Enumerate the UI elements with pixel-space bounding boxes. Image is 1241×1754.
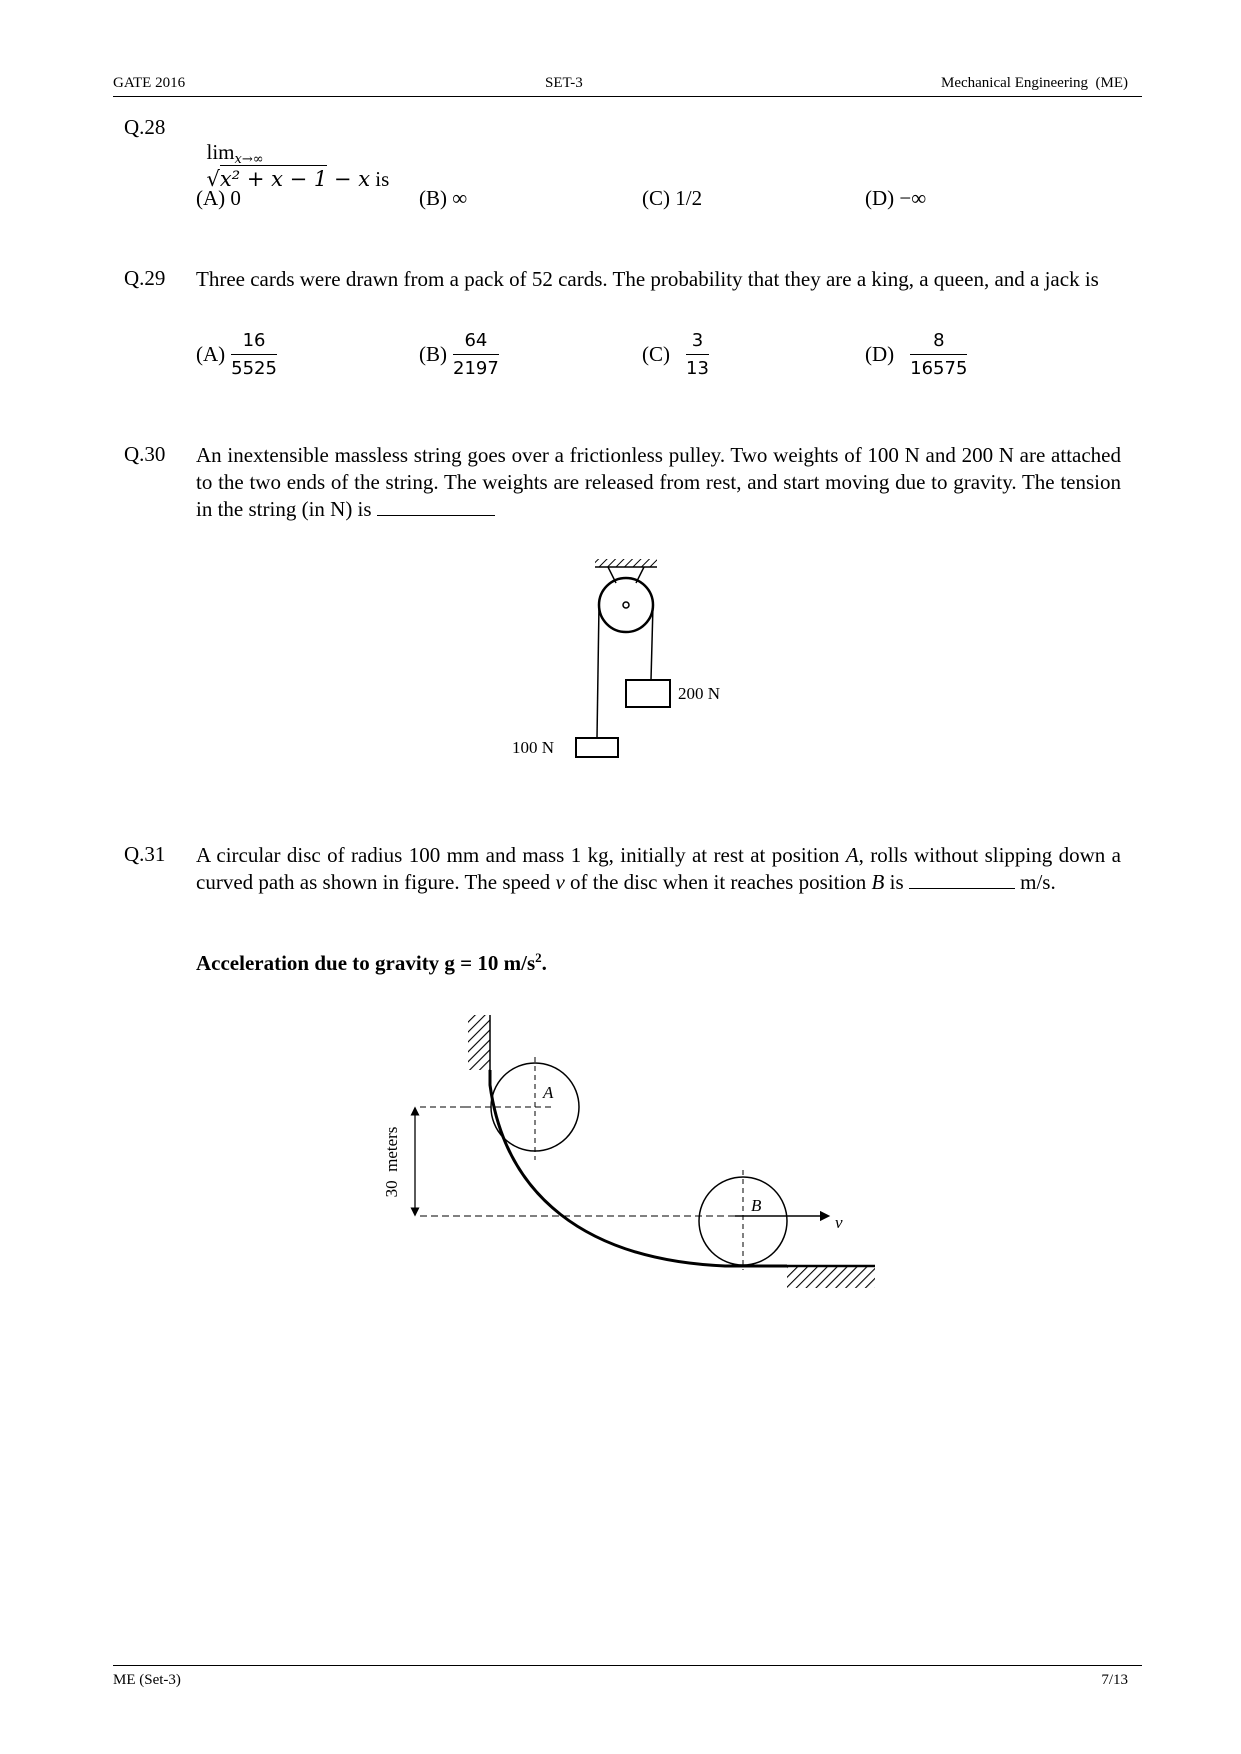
q28-option-c: (C) 1/2	[642, 186, 703, 210]
footer-page-number: 7/13	[1101, 1672, 1128, 1688]
q28-radicand: x² + x − 1	[219, 167, 328, 191]
q31-answer-blank	[909, 887, 1015, 889]
q28-tail: − x	[327, 167, 371, 191]
q31-text-2: , rolls without slipping down a curved path as shown in figure. The speed	[196, 843, 1122, 894]
q30-weight-200n-label: 200 N	[678, 684, 721, 703]
q31-wall-hatch	[468, 1015, 490, 1070]
q31-height-label: 30 meters	[382, 1126, 401, 1198]
q31-label-v: v	[835, 1213, 843, 1232]
q31-curved-path	[490, 1070, 787, 1266]
q30-pulley-figure	[500, 555, 750, 770]
q29-option-c	[642, 330, 709, 379]
footer-rule	[113, 1665, 1142, 1666]
q31-gravity-text: Acceleration due to gravity g = 10 m/s	[196, 951, 536, 975]
q30-string-left	[597, 605, 599, 738]
q30-pulley-axle	[623, 602, 629, 608]
q31-text-3: of the disc when it reaches position	[564, 870, 872, 894]
q28-option-d: (D) −∞	[865, 186, 927, 210]
q28-expression	[196, 115, 389, 192]
q29-option-b	[419, 330, 499, 379]
header-set: SET-3	[545, 75, 583, 91]
footer-set: ME (Set-3)	[113, 1672, 181, 1688]
q31-position-b: B	[871, 870, 885, 894]
q31-position-a: A	[845, 843, 859, 867]
q31-text-4: is	[889, 870, 904, 894]
q29-option-c-den: 13	[686, 358, 709, 379]
q30-answer-blank	[377, 514, 495, 516]
header-rule	[113, 96, 1142, 97]
q30-weight-100n-label: 100 N	[512, 738, 555, 757]
q29-option-b-label: (B)	[419, 342, 447, 366]
q29-option-a-label: (A)	[196, 342, 226, 366]
q29-option-b-num: 64	[453, 330, 499, 355]
q28-number: Q.28	[124, 115, 166, 139]
q31-gravity-end: .	[541, 951, 547, 975]
q28-lim-sub: x→∞	[234, 152, 264, 167]
q30-weight-200n-box	[626, 680, 670, 707]
q29-option-b-den: 2197	[453, 358, 499, 379]
q29-text: Three cards were drawn from a pack of 52 cards. The probability that they are a king, a queen, and a jack is	[196, 267, 1099, 291]
q31-gravity-exponent: 2	[535, 950, 542, 965]
q29-option-d	[865, 330, 967, 379]
q29-option-b-fraction	[453, 330, 499, 379]
q29-option-d-den: 16575	[910, 358, 968, 379]
q31-label-a: A	[543, 1083, 554, 1102]
q30-weight-100n-box	[576, 738, 618, 757]
q29-option-d-num: 8	[910, 330, 967, 355]
q29-option-c-label: (C)	[642, 342, 670, 366]
q28-option-a: (A) 0	[196, 186, 241, 210]
q29-option-a-den: 5525	[231, 358, 277, 379]
q31-text-1: A circular disc of radius 100 mm and mass 1 kg, initially at rest at position	[196, 843, 846, 867]
q31-units: m/s.	[1014, 870, 1056, 894]
q31-track-figure	[382, 1005, 885, 1300]
header-exam: GATE 2016	[113, 75, 186, 91]
q30-text-block	[196, 442, 1121, 523]
q31-floor-hatch	[787, 1266, 875, 1288]
q31-label-b: B	[751, 1196, 762, 1215]
q30-number: Q.30	[124, 442, 166, 466]
q28-suffix: is	[370, 167, 390, 191]
q28-radical: √	[206, 167, 220, 191]
q31-speed-var: v	[555, 870, 565, 894]
q29-option-a-num: 16	[231, 330, 277, 355]
q31-text-block	[196, 842, 1121, 896]
q29-option-d-fraction	[910, 330, 967, 379]
q29-number: Q.29	[124, 266, 166, 290]
q31-number: Q.31	[124, 842, 166, 866]
q30-ceiling-hatch	[595, 559, 657, 567]
q30-pulley-wheel	[599, 578, 653, 632]
q30-text: An inextensible massless string goes over a frictionless pulley. Two weights of 100 N and 200 N are attached to the two ends of the string. The weights are released from rest, and start moving due to gravity. The tension in the string (in N) is	[196, 443, 1121, 521]
q31-gravity-note	[196, 950, 547, 976]
q28-option-b: (B) ∞	[419, 186, 468, 210]
q29-option-a	[196, 330, 277, 379]
q29-option-c-num: 3	[686, 330, 709, 355]
q29-option-c-fraction	[686, 330, 709, 379]
header-subject: Mechanical Engineering (ME)	[940, 75, 1128, 91]
q28-lim: lim	[206, 140, 235, 164]
q29-option-d-label: (D)	[865, 342, 895, 366]
q29-option-a-fraction	[231, 330, 277, 379]
